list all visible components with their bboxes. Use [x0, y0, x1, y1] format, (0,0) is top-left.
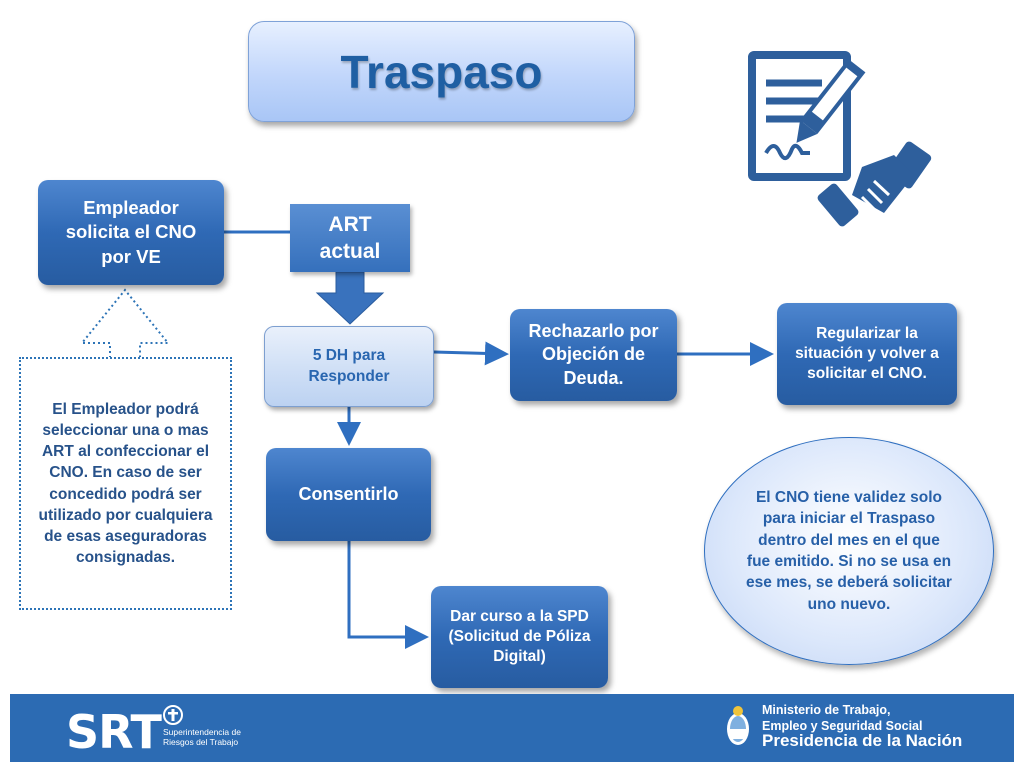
- arrow-responder-rechazarlo: [434, 352, 506, 354]
- srt-emblem-icon: [162, 704, 184, 726]
- dar-curso-box: [431, 586, 608, 688]
- srt-subtitle: [163, 727, 241, 747]
- responder-label: 5 DH para Responder: [308, 346, 390, 385]
- ministry-line1: Ministerio de Trabajo,: [762, 703, 891, 717]
- empleador-label: Empleador solicita el CNO por VE: [65, 197, 197, 267]
- art-actual-box: [290, 204, 410, 272]
- srt-subtitle-line2: Riesgos del Trabajo: [163, 737, 239, 748]
- regularizar-box: [777, 303, 957, 405]
- rechazarlo-label: Rechazarlo por Objeción de Deuda.: [528, 320, 659, 388]
- page-title: Traspaso: [340, 45, 543, 98]
- argentina-coat-of-arms-icon: [724, 703, 752, 751]
- dar-curso-label: Dar curso a la SPD (Solicitud de Póliza Digital): [448, 607, 591, 666]
- dotted-up-arrow: [82, 290, 168, 358]
- srt-subtitle-line1: Superintendencia de: [163, 727, 241, 737]
- validez-note-text: El CNO tiene validez solo para iniciar el Traspaso dentro del mes en el que fue emitido. Si no se usa en ese mes, se deberá solicitar uno nuevo.: [746, 488, 952, 613]
- empleador-note: [19, 357, 232, 610]
- srt-logo: SRT: [66, 705, 161, 759]
- presidencia-label: Presidencia de la Nación: [762, 731, 963, 750]
- down-arrow-art: [317, 272, 383, 324]
- consentirlo-box: [266, 448, 431, 541]
- ministry-line2: Empleo y Seguridad Social: [762, 718, 923, 733]
- contract-handshake-icon: [744, 45, 944, 235]
- regularizar-label: Regularizar la situación y volver a solicitar el CNO.: [795, 324, 939, 383]
- responder-box: [264, 326, 434, 407]
- rechazarlo-box: [510, 309, 677, 401]
- empleador-note-text: El Empleador podrá seleccionar una o mas ART al confeccionar el CNO. En caso de ser concedido podrá ser utilizado por cualquiera de esas aseguradoras consignadas.: [38, 400, 213, 567]
- consentirlo-label: Consentirlo: [298, 483, 399, 504]
- validez-note: [704, 437, 994, 665]
- title-box: [248, 21, 635, 122]
- art-actual-label: ART actual: [319, 212, 381, 263]
- empleador-box: [38, 180, 224, 285]
- arrow-consentirlo-dar-curso: [349, 541, 426, 637]
- ministry-name: [762, 703, 922, 734]
